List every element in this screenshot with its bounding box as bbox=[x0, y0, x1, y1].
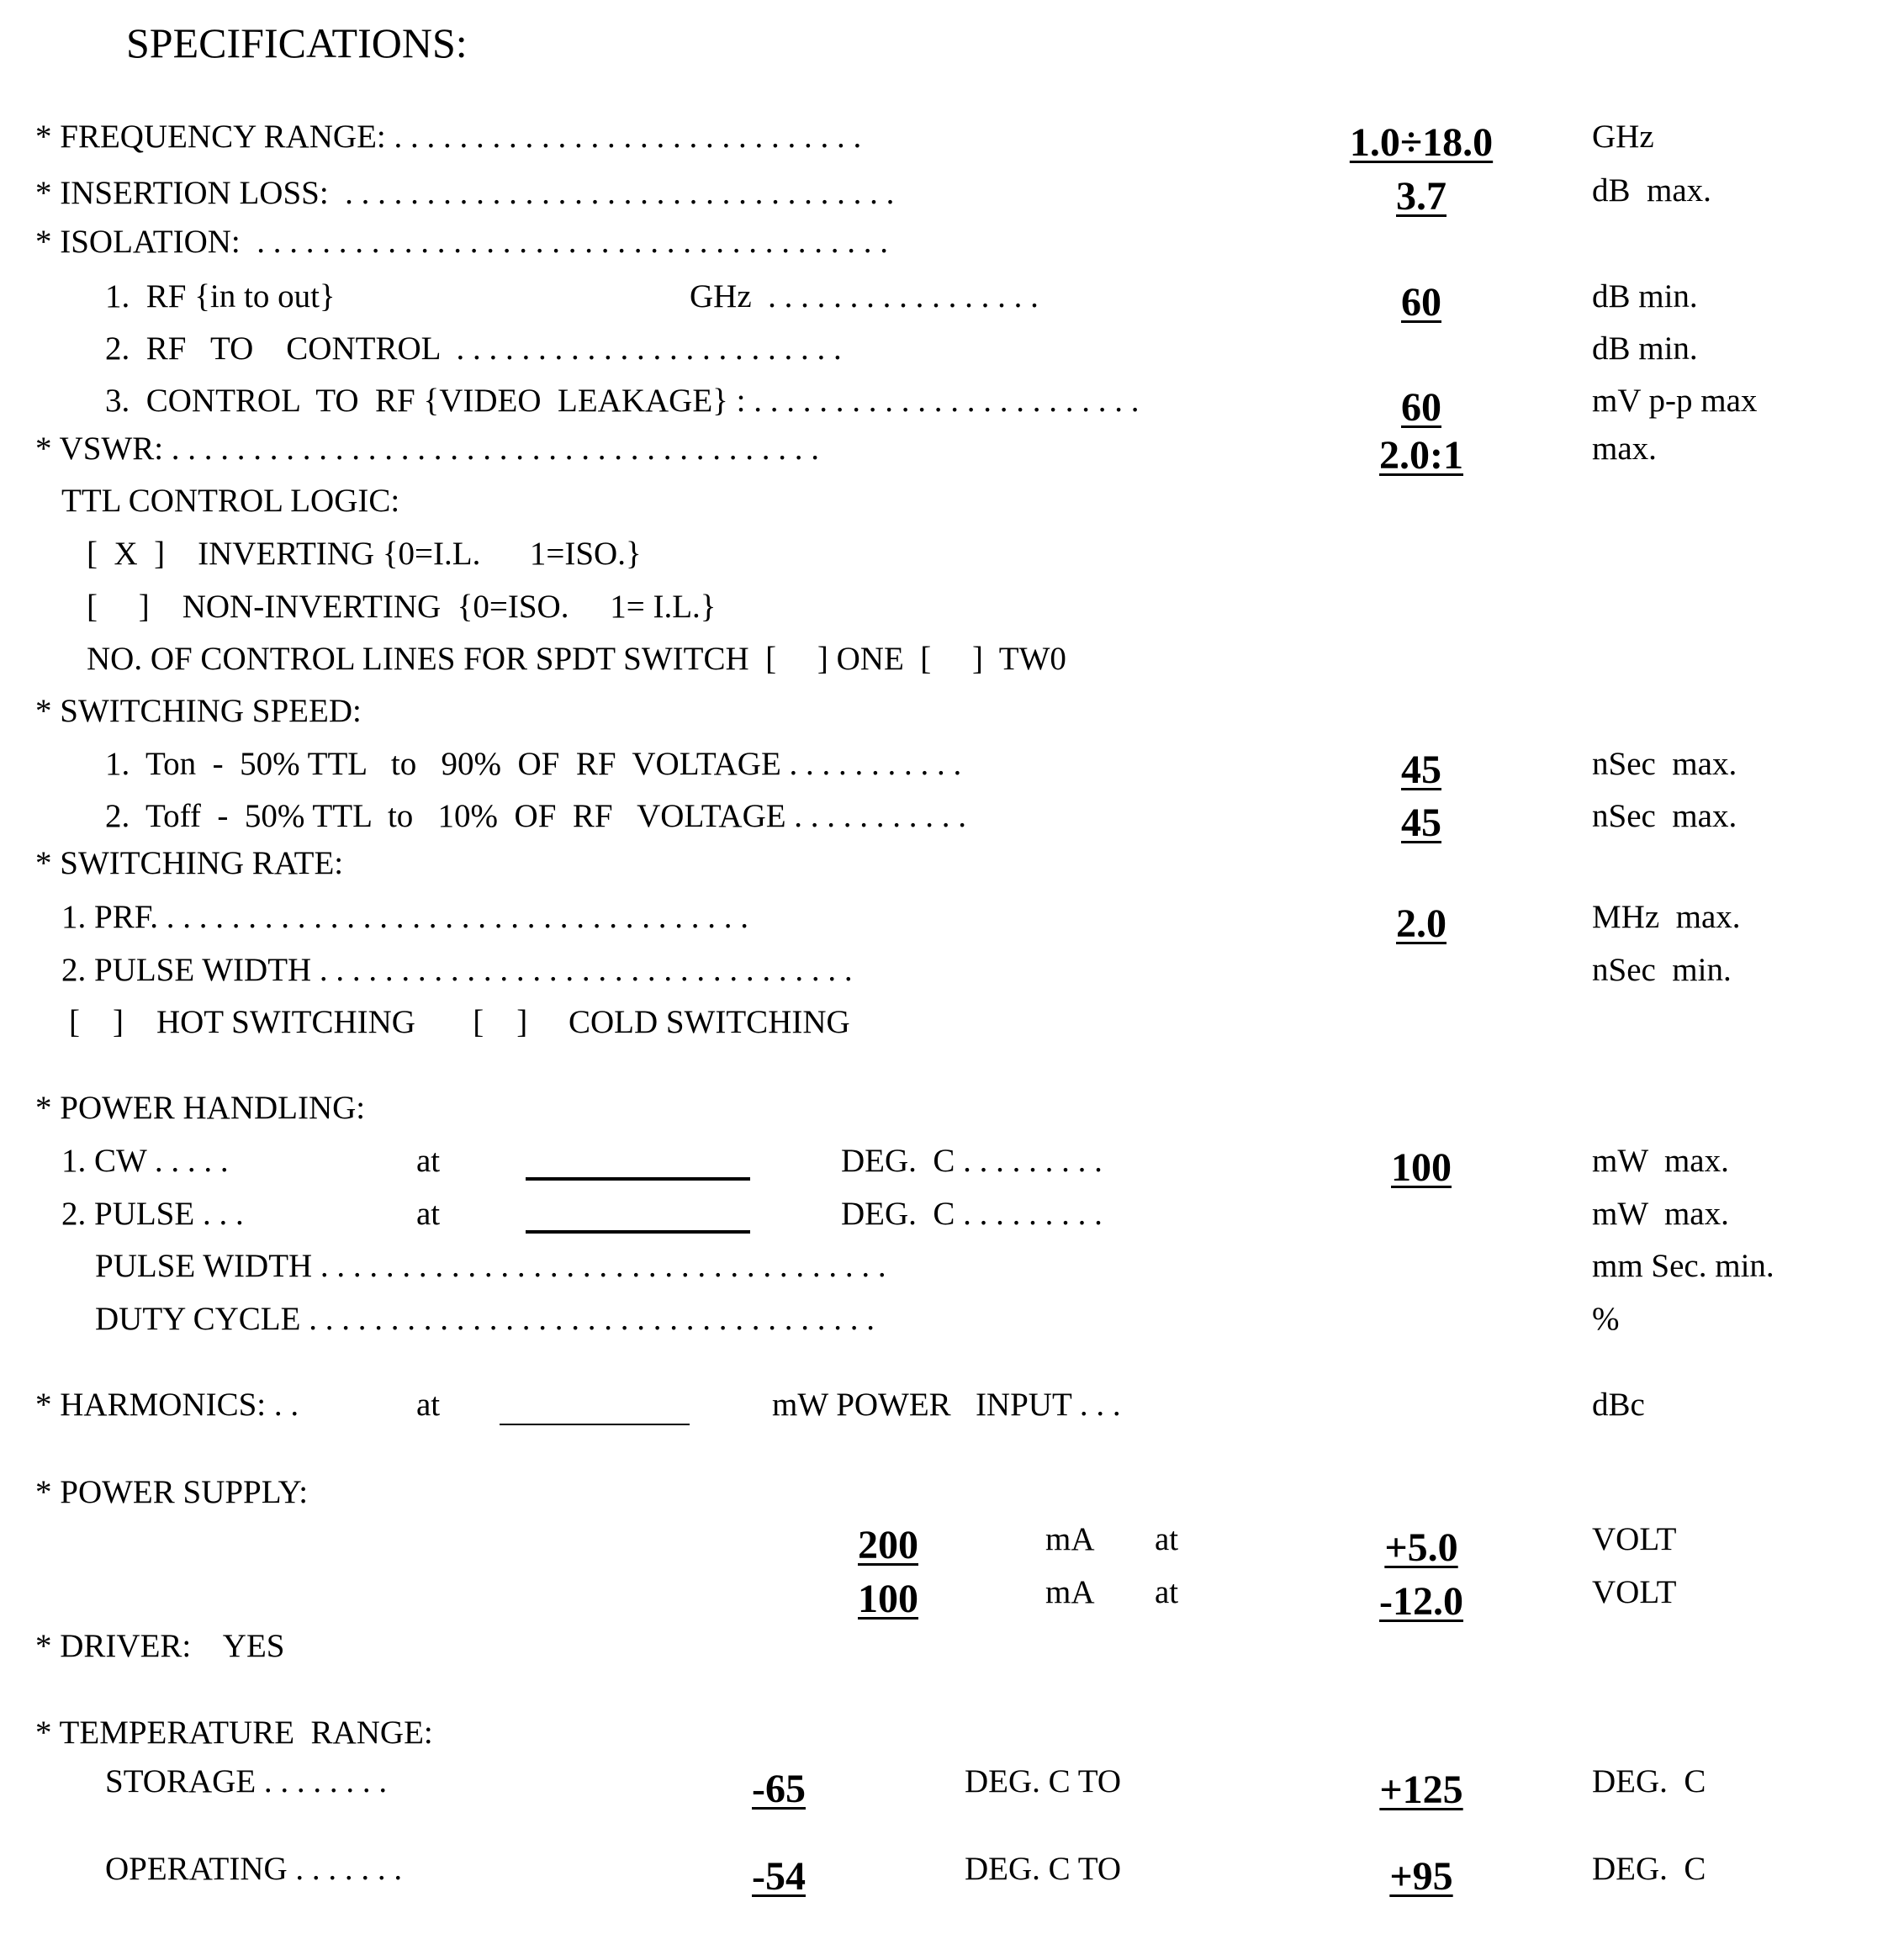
cw-label: 1. CW . . . . . bbox=[61, 1143, 229, 1179]
cw-at: at bbox=[416, 1143, 441, 1179]
ttl-control-logic-label: TTL CONTROL LOGIC: bbox=[61, 483, 400, 519]
pulse-label: 2. PULSE . . . bbox=[61, 1196, 244, 1232]
temperature-range-label: * TEMPERATURE RANGE: bbox=[35, 1715, 433, 1751]
isolation-video-leakage-label: 3. CONTROL TO RF {VIDEO LEAKAGE} : . . . . . . . . . . . . . . . . . . . . . . . . bbox=[105, 383, 1140, 419]
harmonics-unit: dBc bbox=[1592, 1387, 1645, 1423]
frequency-range-unit: GHz bbox=[1592, 119, 1654, 155]
control-lines-option: NO. OF CONTROL LINES FOR SPDT SWITCH [ ] ONE [ ] TW0 bbox=[87, 641, 1066, 677]
driver-label: * DRIVER: YES bbox=[35, 1628, 285, 1664]
page-title: SPECIFICATIONS: bbox=[126, 19, 468, 66]
cw-unit: mW max. bbox=[1592, 1143, 1729, 1179]
supply-2-current-unit: mA bbox=[1045, 1574, 1095, 1610]
insertion-loss-unit: dB max. bbox=[1592, 172, 1711, 209]
insertion-loss-label: * INSERTION LOSS: . . . . . . . . . . . . . . . . . . . . . . . . . . . . . . . . . . bbox=[35, 175, 895, 211]
switching-speed-label: * SWITCHING SPEED: bbox=[35, 693, 362, 729]
vswr-label: * VSWR: . . . . . . . . . . . . . . . . . . . . . . . . . . . . . . . . . . . . . . . . bbox=[35, 431, 820, 467]
vswr-value: 2.0:1 bbox=[1379, 433, 1463, 478]
harmonics-label: * HARMONICS: . . bbox=[35, 1387, 299, 1423]
vswr-unit: max. bbox=[1592, 431, 1657, 467]
switching-toff-unit: nSec max. bbox=[1592, 798, 1737, 834]
cw-deg-label: DEG. C . . . . . . . . . bbox=[841, 1143, 1103, 1179]
supply-1-at: at bbox=[1155, 1521, 1179, 1557]
operating-unit: DEG. C bbox=[1592, 1851, 1706, 1887]
isolation-rf-in-out-value: 60 bbox=[1401, 280, 1441, 325]
isolation-label: * ISOLATION: . . . . . . . . . . . . . . . . . . . . . . . . . . . . . . . . . . . . . . . bbox=[35, 224, 888, 260]
power-pulse-width-unit: mm Sec. min. bbox=[1592, 1248, 1774, 1284]
hot-cold-switching-options: [ ] HOT SWITCHING [ ] COLD SWITCHING bbox=[69, 1004, 850, 1040]
storage-label: STORAGE . . . . . . . . bbox=[105, 1763, 388, 1799]
supply-1-current-unit: mA bbox=[1045, 1521, 1095, 1557]
supply-2-voltage-value: -12.0 bbox=[1379, 1579, 1463, 1624]
supply-1-voltage-value: +5.0 bbox=[1384, 1525, 1458, 1570]
cw-temperature-blank bbox=[526, 1177, 750, 1181]
switching-ton-label: 1. Ton - 50% TTL to 90% OF RF VOLTAGE . . . . . . . . . . . bbox=[105, 746, 962, 782]
storage-unit: DEG. C bbox=[1592, 1763, 1706, 1799]
pulse-at: at bbox=[416, 1196, 441, 1232]
supply-1-voltage-unit: VOLT bbox=[1592, 1521, 1677, 1557]
operating-max-value: +95 bbox=[1389, 1854, 1453, 1899]
storage-min-value: -65 bbox=[752, 1767, 806, 1811]
supply-1-current-value: 200 bbox=[858, 1523, 918, 1567]
harmonics-power-blank bbox=[500, 1424, 690, 1425]
ttl-inverting-option: [ X ] INVERTING {0=I.L. 1=ISO.} bbox=[87, 536, 642, 572]
switching-rate-label: * SWITCHING RATE: bbox=[35, 845, 344, 881]
switching-toff-label: 2. Toff - 50% TTL to 10% OF RF VOLTAGE . . . . . . . . . . . bbox=[105, 798, 967, 834]
harmonics-power-input: mW POWER INPUT . . . bbox=[772, 1387, 1121, 1423]
prf-value: 2.0 bbox=[1396, 901, 1447, 946]
supply-2-current-value: 100 bbox=[858, 1577, 918, 1621]
cw-value: 100 bbox=[1391, 1145, 1452, 1190]
duty-cycle-unit: % bbox=[1592, 1301, 1620, 1337]
power-handling-label: * POWER HANDLING: bbox=[35, 1090, 366, 1126]
power-pulse-width-label: PULSE WIDTH . . . . . . . . . . . . . . . . . . . . . . . . . . . . . . . . . . . bbox=[95, 1248, 886, 1284]
isolation-rf-in-out-unit: dB min. bbox=[1592, 278, 1698, 314]
switching-ton-value: 45 bbox=[1401, 748, 1441, 792]
pulse-width-label: 2. PULSE WIDTH . . . . . . . . . . . . . . . . . . . . . . . . . . . . . . . . . bbox=[61, 952, 853, 988]
prf-label: 1. PRF. . . . . . . . . . . . . . . . . . . . . . . . . . . . . . . . . . . . . bbox=[61, 899, 749, 935]
operating-label: OPERATING . . . . . . . bbox=[105, 1851, 403, 1887]
supply-2-at: at bbox=[1155, 1574, 1179, 1610]
pulse-deg-label: DEG. C . . . . . . . . . bbox=[841, 1196, 1103, 1232]
supply-2-voltage-unit: VOLT bbox=[1592, 1574, 1677, 1610]
operating-deg-to: DEG. C TO bbox=[965, 1851, 1121, 1887]
switching-ton-unit: nSec max. bbox=[1592, 746, 1737, 782]
frequency-range-value: 1.0÷18.0 bbox=[1349, 120, 1494, 165]
frequency-range-label: * FREQUENCY RANGE: . . . . . . . . . . . . . . . . . . . . . . . . . . . . . bbox=[35, 119, 862, 155]
storage-deg-to: DEG. C TO bbox=[965, 1763, 1121, 1799]
prf-unit: MHz max. bbox=[1592, 899, 1741, 935]
duty-cycle-label: DUTY CYCLE . . . . . . . . . . . . . . . . . . . . . . . . . . . . . . . . . . . bbox=[95, 1301, 875, 1337]
isolation-video-leakage-unit: mV p-p max bbox=[1592, 383, 1758, 419]
pulse-temperature-blank bbox=[526, 1230, 750, 1234]
switching-toff-value: 45 bbox=[1401, 801, 1441, 845]
storage-max-value: +125 bbox=[1379, 1768, 1463, 1812]
isolation-rf-to-control-unit: dB min. bbox=[1592, 330, 1698, 367]
pulse-unit: mW max. bbox=[1592, 1196, 1729, 1232]
harmonics-at: at bbox=[416, 1387, 441, 1423]
isolation-rf-in-out-label: 1. RF {in to out} bbox=[105, 278, 336, 314]
operating-min-value: -54 bbox=[752, 1854, 806, 1899]
power-supply-label: * POWER SUPPLY: bbox=[35, 1474, 309, 1510]
pulse-width-unit: nSec min. bbox=[1592, 952, 1732, 988]
isolation-rf-to-control-label: 2. RF TO CONTROL . . . . . . . . . . . . . . . . . . . . . . . . bbox=[105, 330, 842, 367]
ttl-non-inverting-option: [ ] NON-INVERTING {0=ISO. 1= I.L.} bbox=[87, 589, 717, 625]
isolation-rf-in-out-ghz: GHz . . . . . . . . . . . . . . . . . bbox=[690, 278, 1039, 314]
isolation-video-leakage-value: 60 bbox=[1401, 385, 1441, 430]
insertion-loss-value: 3.7 bbox=[1396, 174, 1447, 219]
